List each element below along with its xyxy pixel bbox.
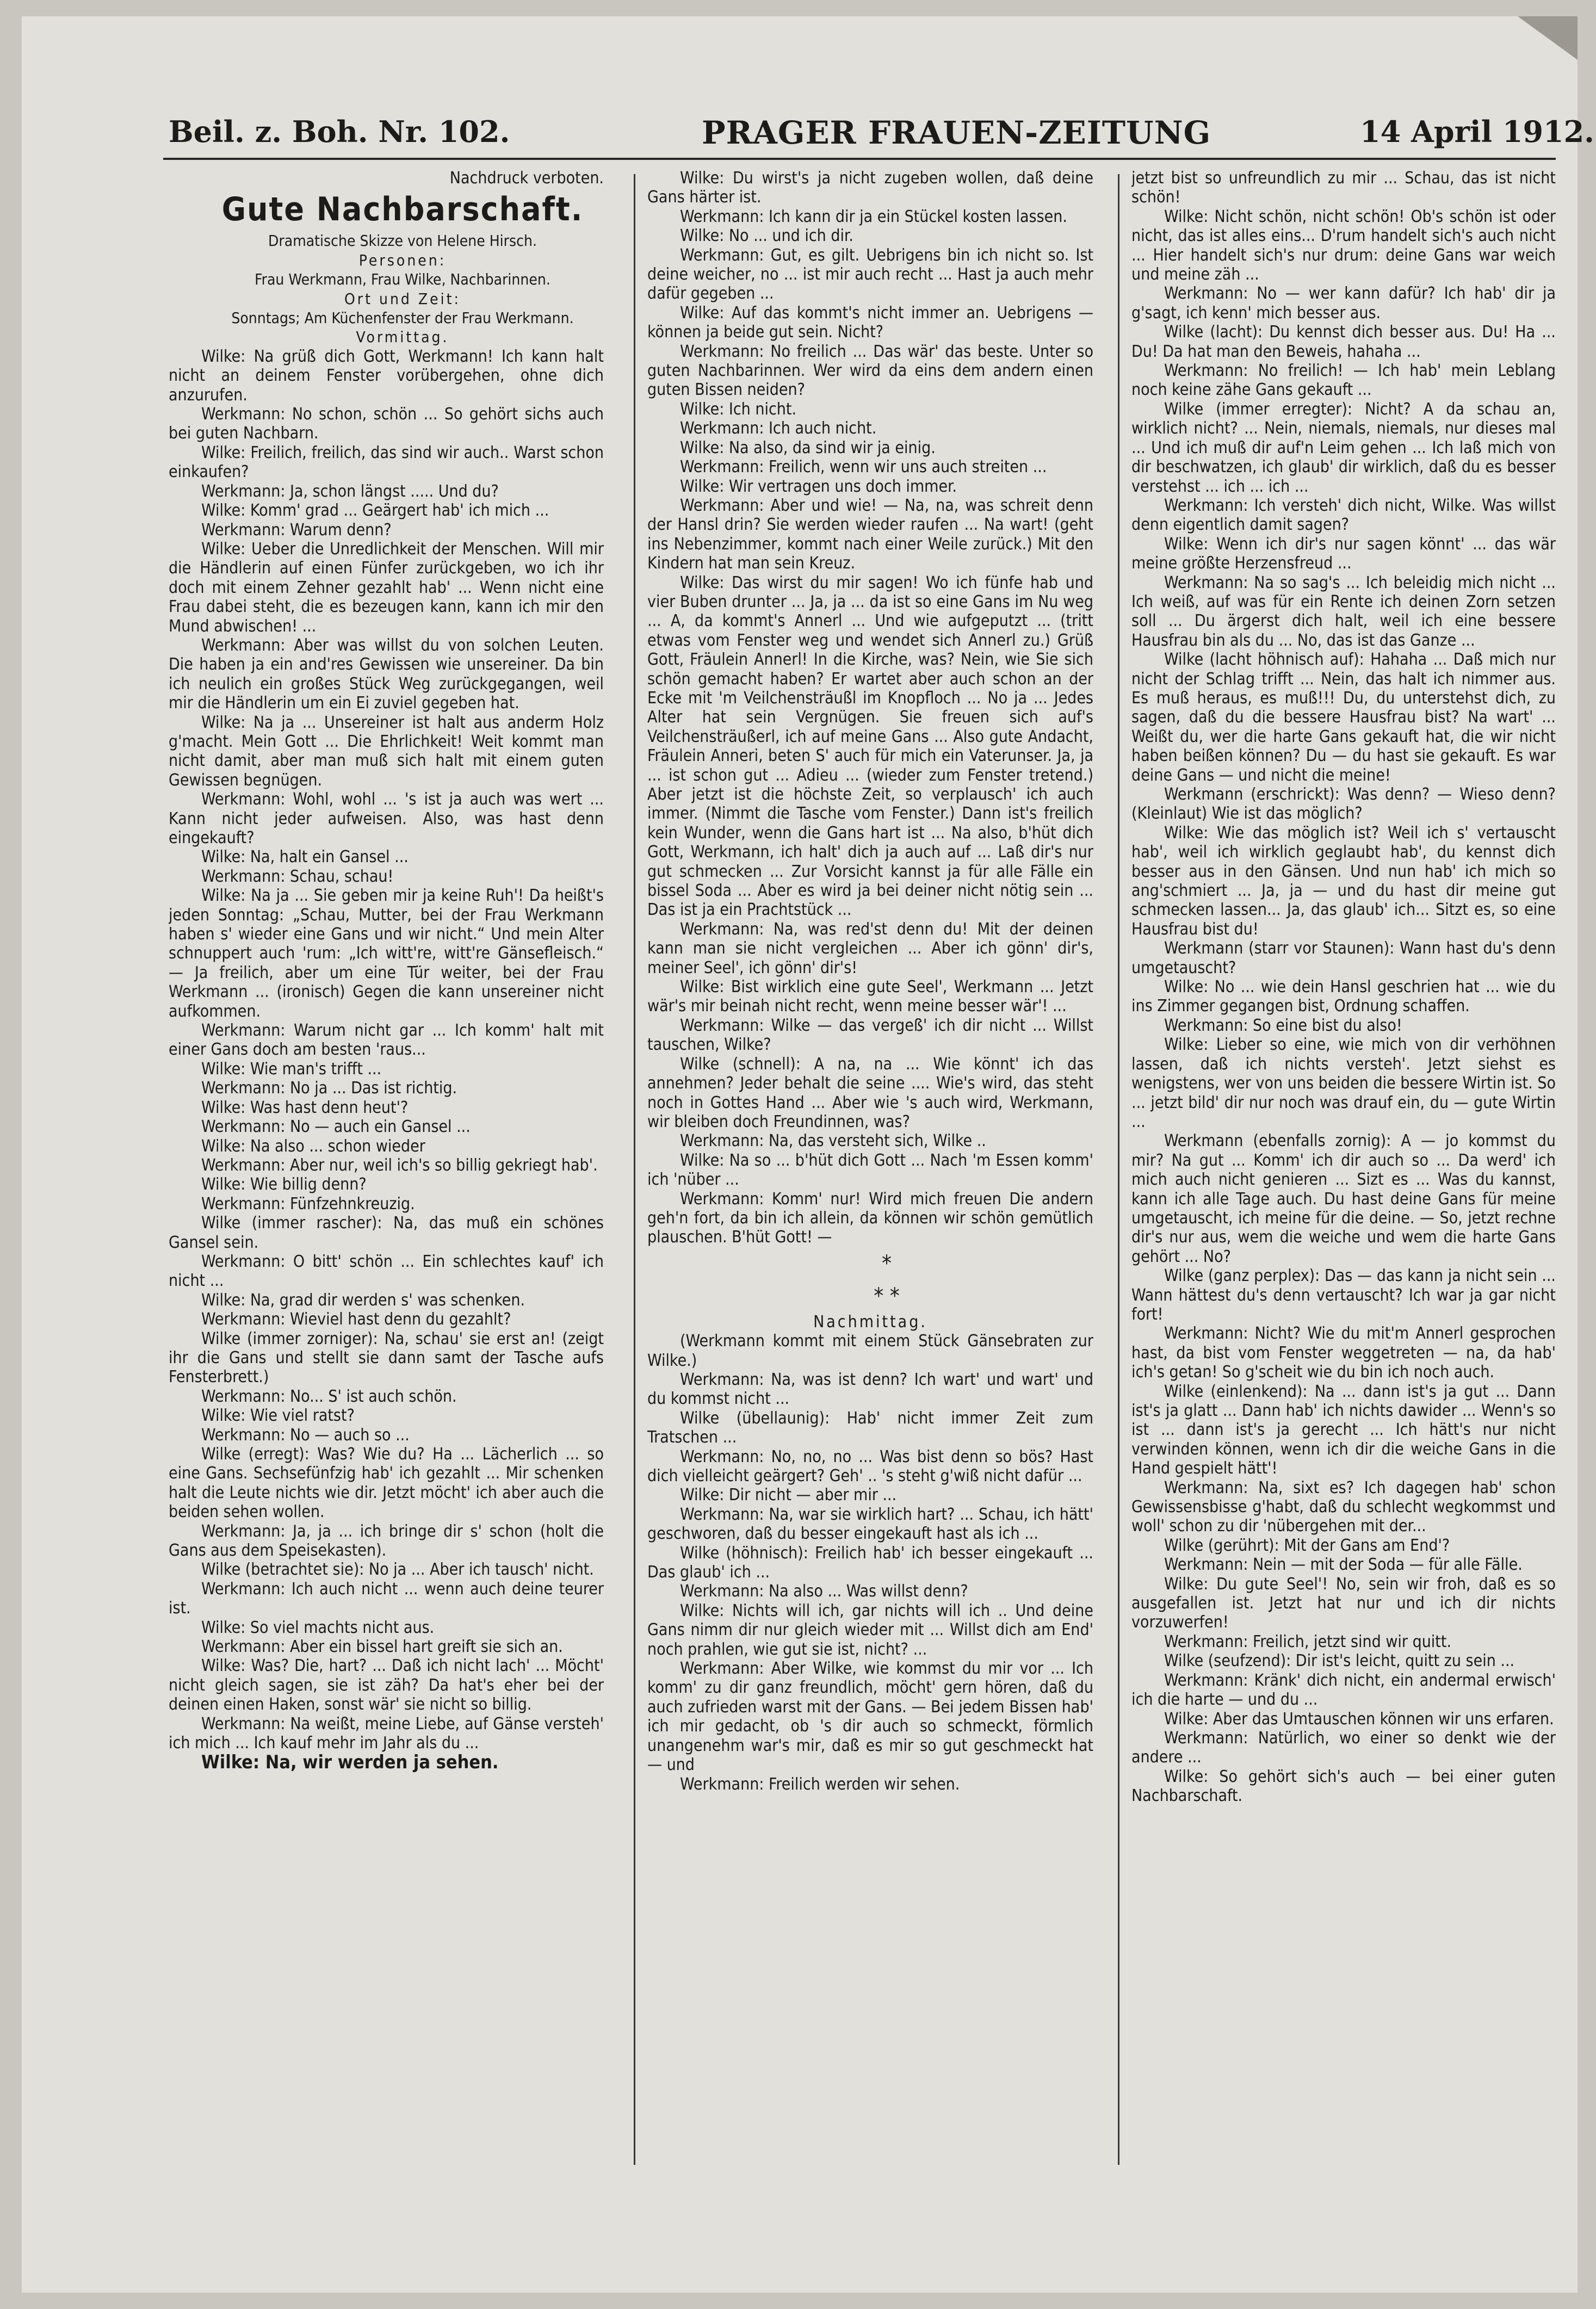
text-paragraph: Wilke: Na ja ... Unsereiner ist halt aus anderm Holz g'macht. Mein Gott ... Die Ehrlichkeit! Weit kommt man nicht damit, aber man muß sich halt mit einem guten Gewissen begnügen. (169, 713, 604, 790)
text-paragraph: Werkmann: Na, war sie wirklich hart? ... Schau, ich hätt' geschworen, daß du besser eingekauft hast als ich ... (647, 1505, 1093, 1544)
text-paragraph: Wilke: Freilich, freilich, das sind wir auch.. Warst schon einkaufen? (169, 443, 604, 482)
text-paragraph: Werkmann: Na so sag's ... Ich beleidig mich nicht ... Ich weiß, auf was für ein Rente ich deinen Zorn setzen soll ... Du ärgerst dich halt, weil ich eine bessere Hausfrau bin als du ... No, das ist das Ganze ... (1131, 573, 1556, 650)
text-paragraph: Nachdruck verboten. (449, 169, 604, 188)
text-paragraph: Werkmann (ebenfalls zornig): A — jo kommst du mir? Na gut ... Komm' ich dir auch so ... Da werd' ich mich auch nicht genieren ... Sizt es ... Was du kannst, kann ich alle Tage auch. Du hast deine Gans für meine umgetauscht, ich meine für die deine. — So, jetzt rechne dir's nur aus, wem die weiche und wem die harte Gans gehört ... No? (1131, 1131, 1556, 1266)
text-paragraph: Werkmann: Na weißt, meine Liebe, auf Gänse versteh' ich mich ... Ich kauf mehr im Jahr als du ... (169, 1714, 604, 1753)
text-paragraph: Werkmann: Aber und wie! — Na, na, was schreit denn der Hansl drin? Sie werden wieder raufen ... Na wart! (geht ins Nebenzimmer, kommt nach einer Weile zurück.) Mit den Kindern hat man sein Kreuz. (647, 496, 1093, 573)
text-paragraph: Werkmann: Na, was red'st denn du! Mit der deinen kann man sie nicht vergleichen ... Aber ich gönn' dir's, meiner Seel', ich gönn' dir's! (647, 919, 1093, 977)
header-rule (163, 158, 1556, 160)
text-paragraph: Wilke: Nicht schön, nicht schön! Ob's schön ist oder nicht, das ist alles eins... D'rum handelt sich's auch nicht ... Hier handelt sich's nur drum: deine Gans war weich und meine zäh ... (1131, 207, 1556, 284)
text-paragraph: Wilke: Ueber die Unredlichkeit der Menschen. Will mir die Händlerin auf einen Fünfer zurückgeben, wo ich ihr doch mit einem Zehner gezahlt hab' ... Wenn nicht eine Frau dabei steht, die es bezeugen kann, kann ich mir den Mund abwischen! ... (169, 539, 604, 636)
text-paragraph: Werkmann: Natürlich, wo einer so denkt wie der andere ... (1131, 1728, 1556, 1767)
text-paragraph: Werkmann: Na, das versteht sich, Wilke .. (680, 1131, 986, 1151)
text-paragraph: Wilke: Wie billig denn? (201, 1175, 367, 1194)
text-paragraph: Werkmann: Ja, ja ... ich bringe dir s' schon (holt die Gans aus dem Speisekasten). (169, 1521, 604, 1561)
text-paragraph: Wilke: Na also, da sind wir ja einig. (680, 438, 936, 457)
text-paragraph: Werkmann: O bitt' schön ... Ein schlechtes kauf' ich nicht ... (169, 1252, 604, 1291)
text-paragraph: Wilke: Du gute Seel'! No, sein wir froh, daß es so ausgefallen ist. Jetzt hat nur und ich dir nichts vorzuwerfen! (1131, 1574, 1556, 1632)
text-paragraph: Wilke: Komm' grad ... Geärgert hab' ich mich ... (201, 501, 549, 521)
text-paragraph: Werkmann: Ich auch nicht. (680, 419, 877, 438)
text-paragraph: Werkmann: Fünfzehnkreuzig. (201, 1194, 415, 1214)
text-paragraph: Werkmann: Wilke — das vergeß' ich dir nicht ... Willst tauschen, Wilke? (647, 1016, 1093, 1055)
text-paragraph: Wilke: Wie man's trifft ... (201, 1059, 382, 1079)
text-paragraph: Wilke (gerührt): Mit der Gans am End'? (1164, 1536, 1450, 1555)
text-paragraph: Sonntags; Am Küchenfenster der Frau Werkmann. (231, 309, 574, 327)
text-paragraph: Werkmann: Aber was willst du von solchen Leuten. Die haben ja ein and'res Gewissen wie unsereiner. Da bin ich neulich ein großes Stück Weg zurückgegangen, weil mir die Händlerin um ein Ei zuviel gegeben hat. (169, 635, 604, 713)
text-paragraph: Dramatische Skizze von Helene Hirsch. (268, 232, 537, 250)
text-paragraph: Werkmann: Warum denn? (201, 520, 392, 540)
text-paragraph: * (882, 1251, 892, 1276)
text-paragraph: Wilke (seufzend): Dir ist's leicht, quitt zu sein ... (1164, 1651, 1515, 1671)
text-paragraph: Werkmann: No schon, schön ... So gehört sichs auch bei guten Nachbarn. (169, 405, 604, 443)
text-paragraph: Wilke: Na, grad dir werden s' was schenken. (201, 1290, 525, 1310)
text-paragraph: Werkmann: Komm' nur! Wird mich freuen Die andern geh'n fort, da bin ich allein, da können wir schön gemütlich plauschen. B'hüt Gott! — (647, 1189, 1093, 1247)
text-paragraph: Nachmittag. (813, 1312, 927, 1332)
text-paragraph: Werkmann: Wieviel hast denn du gezahlt? (201, 1310, 511, 1329)
article-columns (169, 169, 1556, 2192)
text-paragraph: Vormittag. (356, 328, 449, 346)
text-paragraph: Wilke: So gehört sich's auch — bei einer guten Nachbarschaft. (1131, 1767, 1556, 1806)
text-paragraph: Wilke: Na ja ... Sie geben mir ja keine Ruh'! Da heißt's jeden Sonntag: „Schau, Mutter, bei der Frau Werkmann haben s' wieder eine Gans und wir nicht.“ Und mein Alter schnuppert auch 'rum: „Ich witt're, witt're Gänsefleisch.“ — Ja freilich, aber um eine Tür weiter, bei der Frau Werkmann ... (ironisch) Gegen die kann unsereiner nicht aufkommen. (169, 886, 604, 1021)
text-paragraph: Wilke: Bist wirklich eine gute Seel', Werkmann ... Jetzt wär's mir beinah nicht recht, wenn meine besser wär'! ... (647, 977, 1093, 1016)
text-paragraph: Werkmann: Gut, es gilt. Uebrigens bin ich nicht so. Ist deine weicher, no ... ist mir auch recht ... Hast ja auch mehr dafür gegeben ... (647, 245, 1093, 304)
text-paragraph: Wilke: Na so ... b'hüt dich Gott ... Nach 'm Essen komm' ich 'nüber ... (647, 1150, 1093, 1190)
text-paragraph: Werkmann: No freilich ... Das wär' das beste. Unter so guten Nachbarinnen. Wer wird da eins dem andern einen guten Bissen neiden? (647, 342, 1093, 400)
text-paragraph: Wilke: Auf das kommt's nicht immer an. Uebrigens — können ja beide gut sein. Nicht? (647, 303, 1093, 342)
text-paragraph: Werkmann: Freilich, wenn wir uns auch streiten ... (680, 457, 1047, 477)
text-paragraph: Werkmann: Aber Wilke, wie kommst du mir vor ... Ich komm' zu dir ganz freundlich, möcht' gern hören, daß du auch zufrieden warst mit der Gans. — Bei jedem Bissen hab' ich mir gedacht, ob 's dir auch so schmeckt, förmlich unangenehm war's mir, daß es mir so gut geschmeckt hat — und (647, 1659, 1093, 1775)
text-paragraph: jetzt bist so unfreundlich zu mir ... Schau, das ist nicht schön! (1131, 169, 1556, 207)
text-paragraph: Wilke (einlenkend): Na ... dann ist's ja gut ... Dann ist's ja glatt ... Dann hab' ich nichts dawider ... Wenn's so ist ... dann ist's ja gerecht ... Ich hätt's nur nicht verwinden können, wenn ich dir die weiche Gans in die Hand gespielt hätt'! (1131, 1382, 1556, 1478)
text-paragraph: Frau Werkmann, Frau Wilke, Nachbarinnen. (255, 270, 550, 289)
text-paragraph: Werkmann: No — wer kann dafür? Ich hab' dir ja g'sagt, ich kenn' mich besser aus. (1131, 284, 1556, 323)
text-paragraph: Wilke (schnell): A na, na ... Wie könnt' ich das annehmen? Jeder behalt die seine .... Wie's wird, das steht noch in Gottes Hand ... Aber wie 's auch wird, Werkmann, wir bleiben doch Freundinnen, was? (647, 1054, 1093, 1131)
text-paragraph: Wilke: Wenn ich dir's nur sagen könnt' ... das wär meine größte Herzensfreud ... (1131, 534, 1556, 573)
column-3 (1131, 169, 1556, 2192)
text-paragraph: Wilke (immer rascher): Na, das muß ein schönes Gansel sein. (169, 1214, 604, 1252)
newspaper-title: PRAGER FRAUEN-ZEITUNG (702, 114, 1211, 151)
text-paragraph: Werkmann: Na also ... Was willst denn? (680, 1582, 968, 1601)
text-paragraph: Wilke: Na grüß dich Gott, Werkmann! Ich kann halt nicht an deinem Fenster vorübergehen, ohne dich anzurufen. (169, 346, 604, 405)
text-paragraph: Werkmann: Warum nicht gar ... Ich komm' halt mit einer Gans doch am besten 'raus... (169, 1021, 604, 1060)
text-paragraph: Werkmann: Nein — mit der Soda — für alle Fälle. (1164, 1555, 1523, 1575)
text-paragraph: Werkmann: Freilich werden wir sehen. (680, 1774, 960, 1794)
text-paragraph: Wilke (erregt): Was? Wie du? Ha ... Lächerlich ... so eine Gans. Sechsefünfzig hab' ich gezahlt ... Mir schenken halt die Leute nichts wie dir. Jetzt möcht' ich aber auch die beiden sehen wollen. (169, 1445, 604, 1522)
text-paragraph: Werkmann: Aber ein bissel hart greift sie sich an. (201, 1637, 563, 1657)
text-paragraph: Wilke: Was? Die, hart? ... Daß ich nicht lach' ... Möcht' nicht gleich sagen, sie ist zäh? Da hat's eher bei der deinen einen Haken, sonst wär' sie nicht so billig. (169, 1656, 604, 1714)
text-paragraph: Werkmann (erschrickt): Was denn? — Wieso denn? (Kleinlaut) Wie ist das möglich? (1131, 785, 1556, 824)
text-paragraph: Werkmann: Ich versteh' dich nicht, Wilke. Was willst denn eigentlich damit sagen? (1131, 496, 1556, 535)
text-paragraph: Wilke: So viel machts nicht aus. (201, 1618, 435, 1637)
text-paragraph: Wilke: No ... und ich dir. (680, 226, 853, 246)
text-paragraph: Werkmann: Freilich, jetzt sind wir quitt. (1164, 1632, 1452, 1651)
text-paragraph: Wilke: Was hast denn heut'? (201, 1098, 409, 1117)
text-paragraph: Wilke: Na, wir werden ja sehen. (201, 1751, 499, 1773)
issue-reference: Beil. z. Boh. Nr. 102. (169, 114, 510, 149)
text-paragraph: Wilke: Du wirst's ja nicht zugeben wollen, daß deine Gans härter ist. (647, 169, 1093, 207)
text-paragraph: Ort und Zeit: (344, 289, 461, 308)
text-paragraph: Werkmann: No freilich! — Ich hab' mein Leblang noch keine zähe Gans gekauft ... (1131, 361, 1556, 400)
text-paragraph: Wilke (übellaunig): Hab' nicht immer Zeit zum Tratschen ... (647, 1408, 1093, 1447)
text-paragraph: Wilke: Wie das möglich ist? Weil ich s' vertauscht hab', weil ich wirklich geglaubt hab', du kennst dich besser aus in den Gänsen. Und nun hab' ich mich so ang'schmiert ... Ja, ja — und du hast dir meine gut schmecken lassen... Ja, das glaub' ich... Sitzt es, so eine Hausfrau bist du! (1131, 823, 1556, 939)
text-paragraph: Werkmann: Nicht? Wie du mit'm Annerl gesprochen hast, da bist vom Fenster weggetreten — na, da hab' ich's getan! So g'scheit wie du bin ich noch auch. (1131, 1324, 1556, 1382)
text-paragraph: Personen: (358, 251, 447, 269)
text-paragraph: Werkmann: So eine bist du also! (1164, 1016, 1402, 1035)
text-paragraph: Wilke: No ... wie dein Hansl geschrien hat ... wie du ins Zimmer gegangen bist, Ordnung schaffen. (1131, 977, 1556, 1016)
column-2 (647, 169, 1093, 2192)
text-paragraph: * * (874, 1283, 900, 1309)
text-paragraph: Wilke: Aber das Umtauschen können wir uns erfaren. (1164, 1709, 1554, 1729)
text-paragraph: Werkmann: Schau, schau! (201, 866, 394, 886)
issue-date: 14 April 1912. (1360, 114, 1594, 149)
text-paragraph: Wilke: Lieber so eine, wie mich von dir verhöhnen lassen, daß ich nichts versteh'. Jetzt siehst es wenigstens, wer von uns beiden die bessere Wirtin ist. So ... jetzt bild' dir nur noch was drauf ein, du — gute Wirtin ... (1131, 1035, 1556, 1131)
text-paragraph: Wilke: Na also ... schon wieder (201, 1136, 425, 1156)
text-paragraph: Werkmann: No — auch so ... (201, 1425, 410, 1445)
text-paragraph: Werkmann: No — auch ein Gansel ... (201, 1117, 471, 1137)
folded-corner (1518, 16, 1578, 60)
text-paragraph: Wilke (immer zorniger): Na, schau' sie erst an! (zeigt ihr die Gans und stellt sie dann samt der Tasche aufs Fensterbrett.) (169, 1329, 604, 1387)
text-paragraph: Wilke (immer erregter): Nicht? A da schau an, wirklich nicht? ... Nein, niemals, niemals, nur dieses mal ... Und ich muß dir auf'n Leim gehen ... Ich laß mich von dir beschwatzen, ich glaub' dir wirklich, daß du es besser verstehst ... ich ... ich ... (1131, 399, 1556, 496)
text-paragraph: Gute Nachbarschaft. (221, 190, 584, 229)
text-paragraph: Werkmann: Ja, schon längst ..... Und du? (201, 481, 499, 501)
text-paragraph: Werkmann: No ja ... Das ist richtig. (201, 1079, 457, 1098)
text-paragraph: Wilke: Dir nicht — aber mir ... (680, 1485, 897, 1505)
text-paragraph: Werkmann: Wohl, wohl ... 's ist ja auch was wert ... Kann nicht jeder aufweisen. Also, was hast denn eingekauft? (169, 790, 604, 847)
text-paragraph: Wilke (betrachtet sie): No ja ... Aber ich tausch' nicht. (201, 1560, 594, 1580)
text-paragraph: Wilke: Wie viel ratst? (201, 1406, 355, 1426)
text-paragraph: Wilke: Wir vertragen uns doch immer. (680, 476, 957, 496)
text-paragraph: Werkmann: Ich auch nicht ... wenn auch deine teurer ist. (169, 1579, 604, 1618)
text-paragraph: Wilke: Ich nicht. (680, 399, 797, 419)
text-paragraph: Werkmann (starr vor Staunen): Wann hast du's denn umgetauscht? (1131, 939, 1556, 977)
text-paragraph: Wilke: Das wirst du mir sagen! Wo ich fünfe hab und vier Buben drunter ... Ja, ja ... da ist so eine Gans im Nu weg ... A, da kommt's Annerl ... Und wie aufgeputzt ... (tritt etwas vom Fenster weg und wendet sich Annerl zu.) Grüß Gott, Fräulein Annerl! In die Kirche, was? Nein, wie Sie sich schön gemacht haben? Er wartet aber auch schon an der Ecke mit 'm Veilchensträußl im Knopfloch ... No ja ... Jedes Alter hat sein Vergnügen. Sie freuen sich auf's Veilchensträußerl, ich auf meine Gans ... Also gute Andacht, Fräulein Anneri, beten S' auch für mich ein Vaterunser. Ja, ja ... ist schon gut ... Adieu ... (wieder zum Fenster tretend.) Aber jetzt ist die höchste Zeit, so verplausch' ich auch immer. (Nimmt die Tasche vom Fenster.) Dann ist's freilich kein Wunder, wenn die Gans hart ist ... Na also, b'hüt dich Gott, Werkmann, ich halt' dich ja auch auf ... Laß dir's nur gut schmecken ... Zur Vorsicht kannst ja für alle Fälle ein bissel Soda ... Aber es wird ja bei deiner nicht nötig sein ... Das ist ja ein Prachtstück ... (647, 573, 1093, 920)
text-paragraph: Werkmann: Aber nur, weil ich's so billig gekriegt hab'. (201, 1155, 598, 1175)
text-paragraph: Wilke: Na, halt ein Gansel ... (201, 847, 409, 867)
text-paragraph: Werkmann: No, no, no ... Was bist denn so bös? Hast dich vielleicht geärgert? Geh' .. 's steht g'wiß nicht dafür ... (647, 1447, 1093, 1485)
text-paragraph: Wilke: Nichts will ich, gar nichts will ich .. Und deine Gans nimm dir nur gleich wieder mit ... Willst dich am End' noch prahlen, wie gut sie ist, nicht? ... (647, 1601, 1093, 1659)
text-paragraph: Werkmann: Na, was ist denn? Ich wart' und wart' und du kommst nicht ... (647, 1370, 1093, 1409)
text-paragraph: Wilke (lacht): Du kennst dich besser aus. Du! Ha ... Du! Da hat man den Beweis, hahaha ... (1131, 323, 1556, 361)
text-paragraph: Werkmann: Na, sixt es? Ich dagegen hab' schon Gewissensbisse g'habt, daß du schlecht wegkommst und woll' schon zu dir 'nübergehen mit der... (1131, 1478, 1556, 1536)
text-paragraph: Wilke (lacht höhnisch auf): Hahaha ... Daß mich nur nicht der Schlag trifft ... Nein, das halt ich nimmer aus. Es muß heraus, es muß!!! Du, du unterstehst dich, zu sagen, daß du die bessere Hausfrau bist? Na wart' ... Weißt du, wer die harte Gans gekauft hat, die wir nicht haben beißen können? Du — du hast sie gekauft. Es war deine Gans — und nicht die meine! (1131, 650, 1556, 785)
text-paragraph: (Werkmann kommt mit einem Stück Gänsebraten zur Wilke.) (647, 1332, 1093, 1370)
column-1 (169, 169, 604, 2192)
text-paragraph: Werkmann: Kränk' dich nicht, ein andermal erwisch' ich die harte — und du ... (1131, 1670, 1556, 1710)
text-paragraph: Werkmann: Ich kann dir ja ein Stückel kosten lassen. (680, 207, 1067, 226)
text-paragraph: Wilke (höhnisch): Freilich hab' ich besser eingekauft ... Das glaub' ich ... (647, 1543, 1093, 1582)
text-paragraph: Wilke (ganz perplex): Das — das kann ja nicht sein ... Wann hättest du's denn vertauscht? Ich war ja gar nicht fort! (1131, 1266, 1556, 1324)
text-paragraph: Werkmann: No... S' ist auch schön. (201, 1386, 457, 1406)
